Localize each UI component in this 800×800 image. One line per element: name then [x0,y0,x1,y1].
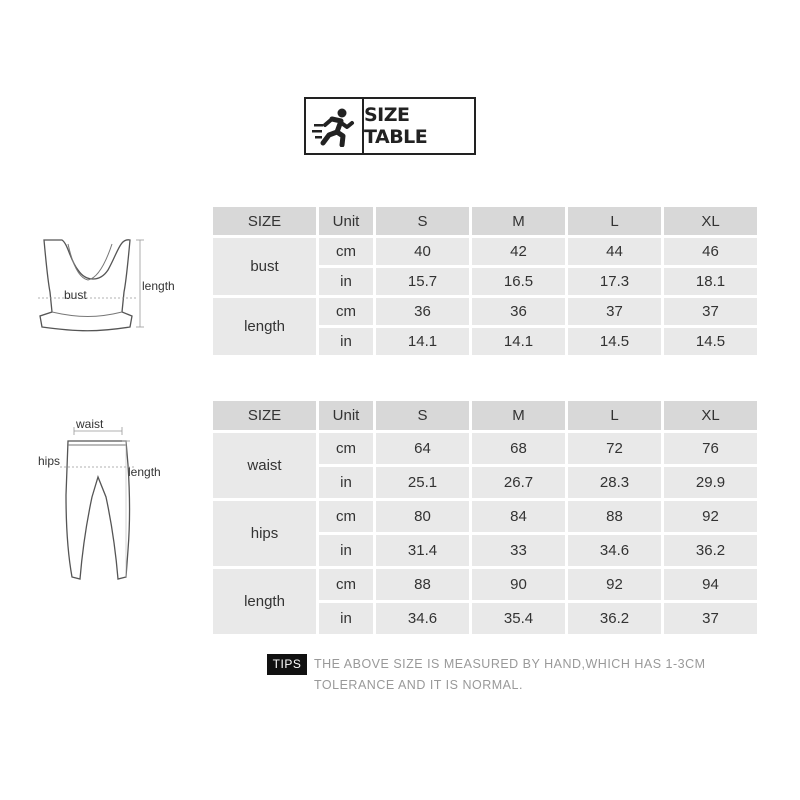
value-cell: 64 [376,433,469,464]
header-s: S [376,207,469,235]
unit-cell: cm [319,501,373,532]
value-cell: 14.5 [568,328,661,355]
unit-cell: in [319,535,373,566]
value-cell: 35.4 [472,603,565,634]
value-cell: 16.5 [472,268,565,295]
header-size: SIZE [213,207,316,235]
value-cell: 88 [568,501,661,532]
value-cell: 26.7 [472,467,565,498]
value-cell: 34.6 [376,603,469,634]
value-cell: 15.7 [376,268,469,295]
leggings-icon [30,415,190,590]
unit-cell: cm [319,238,373,265]
value-cell: 36.2 [568,603,661,634]
value-cell: 14.1 [376,328,469,355]
bottom-size-table [210,398,760,637]
value-cell: 80 [376,501,469,532]
value-cell: 29.9 [664,467,757,498]
unit-cell: in [319,603,373,634]
value-cell: 84 [472,501,565,532]
running-man-icon [306,99,364,153]
header-l: L [568,401,661,430]
value-cell: 44 [568,238,661,265]
tips-line-2: TOLERANCE AND IT IS NORMAL. [314,678,523,692]
unit-cell: in [319,467,373,498]
value-cell: 36 [472,298,565,325]
value-cell: 92 [664,501,757,532]
value-cell: 36.2 [664,535,757,566]
header-unit: Unit [319,207,373,235]
table-row [213,298,757,325]
value-cell: 40 [376,238,469,265]
value-cell: 94 [664,569,757,600]
top-size-table [210,204,760,358]
header-m: M [472,207,565,235]
header-unit: Unit [319,401,373,430]
unit-cell: cm [319,433,373,464]
group-label-hips: hips [213,501,316,566]
unit-cell: cm [319,569,373,600]
table-row [213,433,757,464]
group-label-length: length [213,569,316,634]
tips-badge: TIPS [267,654,307,675]
value-cell: 72 [568,433,661,464]
header-xl: XL [664,207,757,235]
group-label-bust: bust [213,238,316,295]
value-cell: 25.1 [376,467,469,498]
header-size: SIZE [213,401,316,430]
value-cell: 28.3 [568,467,661,498]
value-cell: 34.6 [568,535,661,566]
header-xl: XL [664,401,757,430]
value-cell: 92 [568,569,661,600]
table-row [213,238,757,265]
waist-label: waist [76,417,104,431]
value-cell: 36 [376,298,469,325]
value-cell: 68 [472,433,565,464]
leggings-length-label: length [128,465,161,479]
value-cell: 76 [664,433,757,464]
table-header-row [213,401,757,430]
leggings-figure [30,415,190,590]
unit-cell: in [319,268,373,295]
group-label-waist: waist [213,433,316,498]
value-cell: 37 [664,603,757,634]
unit-cell: cm [319,298,373,325]
value-cell: 37 [664,298,757,325]
header-s: S [376,401,469,430]
value-cell: 17.3 [568,268,661,295]
unit-cell: in [319,328,373,355]
value-cell: 46 [664,238,757,265]
bust-label: bust [64,288,87,302]
table-row [213,501,757,532]
value-cell: 14.5 [664,328,757,355]
value-cell: 33 [472,535,565,566]
header-m: M [472,401,565,430]
table-row [213,569,757,600]
value-cell: 14.1 [472,328,565,355]
size-table-header [304,97,476,155]
tips-line-1: THE ABOVE SIZE IS MEASURED BY HAND,WHICH HAS 1-3CM [314,657,706,671]
sports-bra-figure [28,232,188,342]
group-label-length: length [213,298,316,355]
bra-length-label: length [142,279,175,293]
value-cell: 31.4 [376,535,469,566]
header-title: SIZE TABLE [364,104,428,148]
value-cell: 90 [472,569,565,600]
value-cell: 42 [472,238,565,265]
value-cell: 88 [376,569,469,600]
value-cell: 37 [568,298,661,325]
hips-label: hips [38,454,61,468]
value-cell: 18.1 [664,268,757,295]
table-header-row [213,207,757,235]
header-l: L [568,207,661,235]
